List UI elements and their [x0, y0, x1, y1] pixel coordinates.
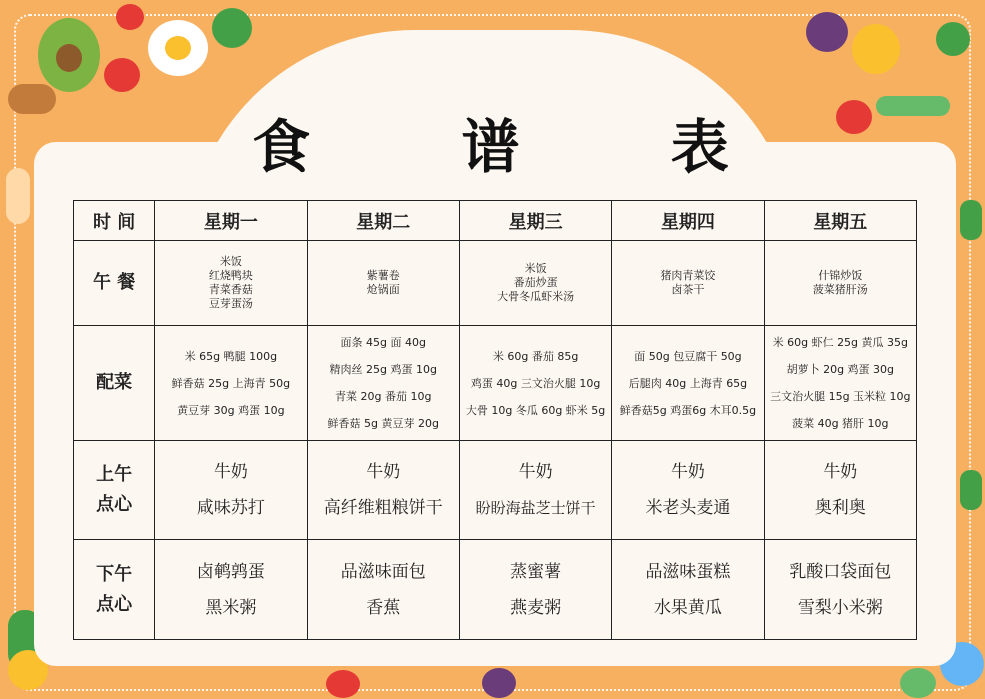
snack-item: 水果黄瓜 [653, 597, 722, 618]
lunch-cell-friday [764, 241, 916, 326]
snack-item: 品滋味蛋糕 [645, 561, 731, 582]
header-monday: 星期一 [155, 201, 307, 241]
ingredient-line: 后腿肉 40g 上海青 65g [628, 376, 748, 390]
ingredient-line: 米 60g 虾仁 25g 黄瓜 35g [772, 336, 909, 349]
snack-item: 牛奶 [213, 462, 248, 482]
afternoon-snack-cell-thursday [612, 540, 764, 640]
snack-item: 盼盼海盐芝士饼干 [475, 499, 596, 517]
ingredient-line: 面 50g 包豆腐干 50g [634, 349, 742, 363]
afternoon-snack-cell-tuesday [307, 540, 459, 640]
page-title [0, 100, 985, 184]
ingredient-line: 精肉丝 25g 鸡蛋 10g [329, 363, 437, 376]
afternoon-snack-cell-wednesday [459, 540, 611, 640]
row-label-line: 点心 [96, 593, 133, 615]
ingredients-cell-wednesday [459, 326, 611, 441]
menu-item: 什锦炒饭 [818, 269, 863, 282]
header-wednesday: 星期三 [459, 201, 611, 241]
ingredient-line: 青菜 20g 番茄 10g [335, 390, 432, 403]
row-label-lunch: 午 餐 [74, 241, 155, 326]
ingredient-line: 大骨 10g 冬瓜 60g 虾米 5g [465, 403, 606, 417]
header-tuesday: 星期二 [307, 201, 459, 241]
lunch-cell-thursday [612, 241, 764, 326]
menu-item: 菠菜猪肝汤 [812, 283, 868, 296]
ingredients-cell-thursday [612, 326, 764, 441]
ingredient-line: 鲜香菇 5g 黄豆芽 20g [327, 417, 439, 430]
broccoli-icon [212, 8, 252, 48]
title-char: 食 [252, 113, 315, 181]
afternoon-snack-cell-friday[interactable] [764, 540, 916, 640]
snack-item: 牛奶 [518, 462, 553, 482]
snack-item: 品滋味面包 [340, 561, 426, 582]
morning-snack-cell-tuesday [307, 441, 459, 540]
menu-item: 青菜香菇 [208, 283, 253, 296]
menu-item: 红烧鸭块 [208, 269, 253, 282]
snack-item: 卤鹌鹑蛋 [196, 561, 265, 582]
tomato-icon [116, 4, 144, 30]
menu-item: 番茄炒蛋 [513, 276, 558, 289]
snack-item: 雪梨小米粥 [797, 597, 883, 618]
lunch-cell-monday [155, 241, 307, 326]
header-row [74, 201, 917, 241]
lunch-cell-tuesday [307, 241, 459, 326]
menu-table [73, 200, 917, 640]
table-row-lunch [74, 241, 917, 326]
row-label-ingredients: 配菜 [74, 326, 155, 441]
tomato-icon [326, 670, 360, 698]
egg-yolk-icon [165, 36, 191, 60]
menu-item: 卤茶干 [671, 283, 705, 296]
morning-snack-cell-monday [155, 441, 307, 540]
header-thursday: 星期四 [612, 201, 764, 241]
snack-item: 牛奶 [366, 462, 401, 482]
snack-item: 蒸蜜薯 [510, 561, 562, 582]
title-char: 表 [670, 113, 733, 181]
snack-item: 牛奶 [823, 462, 858, 482]
row-label-line: 上午 [96, 464, 133, 485]
ingredient-line: 黄豆芽 30g 鸡蛋 10g [177, 403, 285, 417]
menu-item: 米饭 [219, 255, 242, 268]
snack-item: 米老头麦通 [645, 498, 731, 518]
snack-item: 牛奶 [670, 462, 705, 482]
menu-item: 紫薯卷 [366, 269, 400, 282]
ingredients-cell-tuesday [307, 326, 459, 441]
snack-item: 燕麦粥 [510, 597, 562, 618]
snack-item: 咸味苏打 [196, 498, 265, 518]
ingredient-line: 面条 45g 面 40g [340, 336, 426, 349]
ingredients-cell-friday [764, 326, 916, 441]
snack-item: 香蕉 [366, 597, 401, 618]
leaf-icon [960, 470, 982, 510]
ingredients-cell-monday [155, 326, 307, 441]
snack-item: 奥利奥 [814, 498, 866, 518]
menu-item: 炝锅面 [366, 283, 400, 296]
eggplant-icon [482, 668, 516, 698]
menu-item: 猪肉青菜饺 [660, 269, 716, 282]
header-time: 时 间 [74, 201, 155, 241]
ingredient-line: 米 65g 鸭腿 100g [184, 349, 278, 363]
menu-item: 米饭 [524, 262, 547, 275]
ingredient-line: 米 60g 番茄 85g [492, 349, 579, 363]
row-label-afternoon-snack [74, 540, 155, 640]
row-label-line: 下午 [96, 563, 133, 585]
salad-bowl-icon [900, 668, 936, 698]
ingredient-line: 鸡蛋 40g 三文治火腿 10g [470, 376, 601, 390]
ingredient-line: 鲜香菇5g 鸡蛋6g 木耳0.5g [619, 403, 757, 417]
menu-item: 大骨冬瓜虾米汤 [497, 290, 575, 303]
ingredient-line: 胡萝卜 20g 鸡蛋 30g [786, 363, 895, 376]
snack-item: 高纤维粗粮饼干 [323, 498, 443, 518]
leaf-icon [936, 22, 970, 56]
morning-snack-cell-wednesday [459, 441, 611, 540]
title-char: 谱 [461, 113, 524, 181]
afternoon-snack-cell-monday [155, 540, 307, 640]
row-label-line: 点心 [96, 494, 133, 515]
tomato-icon [104, 58, 140, 92]
leaf-icon [960, 200, 982, 240]
pepper-icon [852, 24, 900, 74]
morning-snack-cell-friday [764, 441, 916, 540]
lunch-cell-wednesday [459, 241, 611, 326]
ingredient-line: 鲜香菇 25g 上海青 50g [171, 376, 291, 390]
eggplant-icon [806, 12, 848, 52]
row-label-morning-snack [74, 441, 155, 540]
table-row-afternoon-snack [74, 540, 917, 640]
menu-item: 豆芽蛋汤 [208, 297, 253, 310]
avocado-seed-icon [56, 44, 82, 72]
morning-snack-cell-thursday [612, 441, 764, 540]
table-row-morning-snack [74, 441, 917, 540]
ingredient-line: 三文治火腿 15g 玉米粒 10g [770, 390, 911, 403]
ingredient-line: 菠菜 40g 猪肝 10g [792, 417, 889, 430]
header-friday: 星期五 [764, 201, 916, 241]
snack-item: 黑米粥 [205, 597, 257, 618]
snack-item: 乳酸口袋面包 [789, 561, 892, 582]
table-row-ingredients [74, 326, 917, 441]
